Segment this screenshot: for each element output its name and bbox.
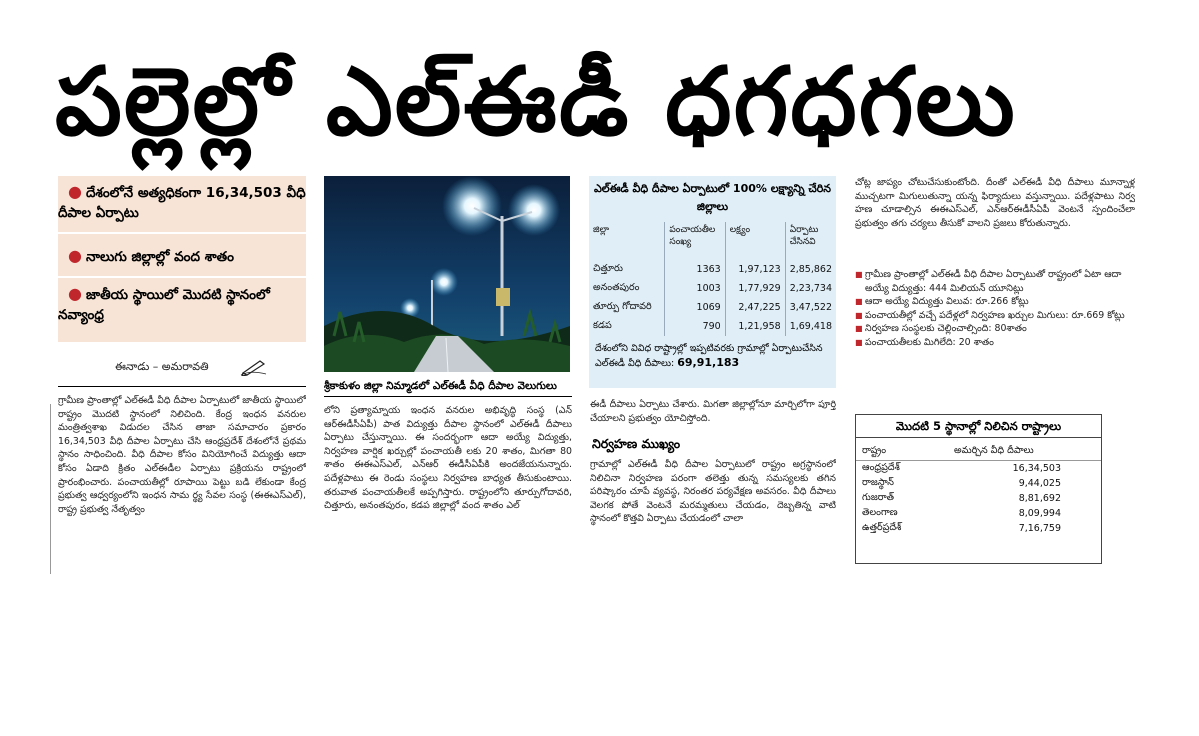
list-item: ■ పంచాయతీలకు మిగిలేది: 20 శాతం xyxy=(855,336,1135,350)
district-table xyxy=(589,222,836,336)
table-cell: కడప xyxy=(593,320,612,331)
table-note xyxy=(595,342,829,371)
table-row xyxy=(856,506,1101,521)
table-row xyxy=(856,491,1101,506)
table-cell: 1363 xyxy=(665,260,725,279)
article-column-2: లోని ప్రత్యామ్నాయ ఇంధన వనరుల అభివృద్ధి సంస్థ (ఎన్ ఆర్‌ఈడీసీఏపీ) పాత విద్యుత్తు దీపాల స్థానంలో ఎల్‌ఈడీ దీపాలు ఏర్పాటు చేస్తున్నాయి. ఈ సందర్భంగా ఆదా అయ్యే విద్యుత్తు, నిర్వహణ వార్షిక ఖర్చుల్లో పంచాయతీ లకు 20 శాతం, మిగతా 80 శాతం ఈఈఎస్‌ఎల్, ఎన్‌ఆర్ ఈడీసీఏపీకి అందజేయనున్నారు. పదేళ్లపాటు ఈ రెండు సంస్థలు నిర్వహణ బాధ్యత తీసుకుంటాయి. తరువాత పంచాయతీలకే అప్పగిస్తారు. రాష్ట్రంలోని తూర్పుగోదావరి, చిత్తూరు, అనంతపురం, కడప జిల్లాల్లో వంద శాతం ఎల్ xyxy=(324,405,572,512)
table-note-value: 69,91,183 xyxy=(677,356,740,369)
table-row xyxy=(856,476,1101,491)
highlight-text: జాతీయ స్థాయిలో మొదటి స్థానంలో నవ్యాంధ్ర xyxy=(58,287,270,323)
page-headline: పల్లెల్లో ఎల్‌ఈడీ ధగధగలు xyxy=(55,48,1017,157)
divider xyxy=(58,232,306,234)
table-row xyxy=(589,260,836,279)
table-header: అమర్చిన వీధి దీపాలు xyxy=(948,443,1101,461)
state-table xyxy=(856,443,1101,536)
street-light-photo xyxy=(324,176,570,372)
table-cell: 2,47,225 xyxy=(725,298,785,317)
pen-icon xyxy=(240,358,268,376)
table-cell: 1,21,958 xyxy=(725,317,785,336)
table-cell: 790 xyxy=(665,317,725,336)
table-cell: తూర్పు గోదావరి xyxy=(593,301,652,312)
photo-caption: శ్రీకాకుళం జిల్లా నిమ్మాడలో ఎల్‌ఈడీ వీధి దీపాల వెలుగులు xyxy=(324,380,557,392)
article-column-3-top: ఈడీ దీపాలు ఏర్పాటు చేశారు. మిగతా జిల్లాల్లోనూ మార్చిలోగా పూర్తి చేయాలని ప్రభుత్వం యోచిస్తోంది. xyxy=(590,399,836,424)
table-cell: గుజరాత్ xyxy=(862,492,895,503)
list-item: ■ గ్రామీణ ప్రాంతాల్లో ఎల్‌ఈడీ వీధి దీపాల ఏర్పాటుతో రాష్ట్రంలో ఏటా ఆదా అయ్యే విద్యుత్తు: 444 మిలియన్ యూనిట్లు xyxy=(855,268,1135,295)
table-cell: చిత్తూరు xyxy=(593,263,623,274)
table-cell: 1,69,418 xyxy=(785,317,836,336)
table-row xyxy=(856,521,1101,536)
table-row xyxy=(589,279,836,298)
table-note-text: దేశంలోని వివిధ రాష్ట్రాల్లో ఇప్పటివరకు గ్రామాల్లో ఏర్పాటుచేసిన ఎల్‌ఈడీ వీధి దీపాలు: xyxy=(595,343,823,369)
article-column-4: చోట్ల జాప్యం చోటుచేసుకుంటోంది. దీంతో ఎల్‌ఈడీ వీధి దీపాలు మూన్నాళ్ల ముచ్చటగా మిగులుతున్నా యన్న ఫిర్యాదులు వస్తున్నాయి. పదేళ్లపాటు నిర్వ హణ చూడాల్సిన ఈఈఎస్‌ఎల్, ఎన్‌ఆర్‌ఈడీసీఏపీ వెంటనే స్పందించేలా ప్రభుత్వం తగు చర్యలు తీసుకో వాలని ప్రజలు కోరుతున్నారు. xyxy=(855,177,1135,229)
table-row xyxy=(589,317,836,336)
district-table-title: ఎల్‌ఈడీ వీధి దీపాల ఏర్పాటులో 100% లక్ష్యాన్ని చేరిన జిల్లాలు xyxy=(593,182,832,213)
table-cell: రాజస్థాన్ xyxy=(862,477,894,488)
table-cell: 7,16,759 xyxy=(1018,523,1061,534)
byline: ఈనాడు – అమరావతి xyxy=(115,360,209,373)
table-cell: 1,97,123 xyxy=(725,260,785,279)
state-ranking-box xyxy=(855,414,1102,564)
highlights-box xyxy=(58,176,306,342)
table-cell: 16,34,503 xyxy=(1012,463,1061,474)
table-cell: 8,81,692 xyxy=(1018,493,1061,504)
table-cell: 1,77,929 xyxy=(725,279,785,298)
bullet-icon: ● xyxy=(68,284,82,303)
table-header: పంచాయతీల సంఖ్య xyxy=(665,222,725,260)
list-item: ■ పంచాయతీల్లో వచ్చే పదేళ్లలో నిర్వహణ ఖర్చుల మిగులు: రూ.669 కోట్లు xyxy=(855,309,1135,323)
table-cell: 2,23,734 xyxy=(785,279,836,298)
highlight-text: దేశంలోనే అత్యధికంగా 16,34,503 వీధి దీపాల ఏర్పాటు xyxy=(58,185,306,221)
table-header: రాష్ట్రం xyxy=(856,443,948,461)
divider xyxy=(58,276,306,278)
district-table-box xyxy=(589,176,836,388)
highlight-text: నాలుగు జిల్లాల్లో వంద శాతం xyxy=(85,249,235,265)
highlight-item-3 xyxy=(58,284,306,325)
bullet-icon: ● xyxy=(68,182,82,201)
state-table-title: మొదటి 5 స్థానాల్లో నిలిచిన రాష్ట్రాలు xyxy=(856,415,1101,438)
table-header: జిల్లా xyxy=(593,225,610,235)
divider xyxy=(324,396,572,397)
column-rule xyxy=(50,404,51,574)
facts-list xyxy=(855,268,1135,350)
table-cell: అనంతపురం xyxy=(593,282,640,293)
table-row xyxy=(856,461,1101,477)
list-item: ■ నిర్వహణ సంస్థలకు చెల్లించాల్సింది: 80శాతం xyxy=(855,322,1135,336)
article-column-1: గ్రామీణ ప్రాంతాల్లో ఎల్‌ఈడీ వీధి దీపాల ఏర్పాటులో జాతీయ స్థాయిలో రాష్ట్రం మొదటి స్థానంలో నిలిచింది. కేంద్ర ఇంధన వనరుల మంత్రిత్వశాఖ విడుదల చేసిన తాజా సమాచారం ప్రకారం 16,34,503 వీధి దీపాల ఏర్పాటు చేసి ఆంధ్రప్రదేశ్ దేశంలోనే ప్రథమ స్థానం సాధించింది. వీధి దీపాల కోసం వినియోగించే విద్యుత్తు ఆదా కోసం ఏడాది క్రితం ఎల్‌ఈడీల ఏర్పాటు ప్రక్రియను రాష్ట్రంలో ప్రారంభించారు. పంచాయతీల్లో రూపాయి పెట్టు బడి లేకుండా కేంద్ర ప్రభుత్వ ఆధ్వర్యంలోని ఇంధన సామ ర్థ్య సేవల సంస్థ (ఈఈఎస్‌ఎల్), రాష్ట్ర ప్రభుత్వ నేతృత్వం xyxy=(58,395,306,515)
table-cell: ఉత్తర్‌ప్రదేశ్ xyxy=(862,522,902,533)
divider xyxy=(58,386,306,387)
table-row xyxy=(589,298,836,317)
list-item: ■ ఆదా అయ్యే విద్యుత్తు విలువ: రూ.266 కోట్లు xyxy=(855,295,1135,309)
article-column-3-bottom: గ్రామాల్లో ఎల్‌ఈడీ వీధి దీపాల ఏర్పాటులో రాష్ట్రం అగ్రస్థానంలో నిలిచినా నిర్వహణ పరంగా తలెత్తు తున్న సమస్యలకు తగిన పరిష్కారం చూపే వ్యవస్థ, నిరంతర పర్యవేక్షణ అవసరం. వీధి దీపాలు వెలగక పోతే వెంటనే మరమ్మతులు చేయడం, దెబ్బతిన్న వాటి స్థానంలో కొత్తవి ఏర్పాటు చేయడంలో చాలా xyxy=(590,459,836,525)
table-header: ఏర్పాటు చేసినవి xyxy=(785,222,836,260)
table-cell: 3,47,522 xyxy=(785,298,836,317)
table-cell: 8,09,994 xyxy=(1018,508,1061,519)
table-header: లక్ష్యం xyxy=(725,222,785,260)
table-cell: తెలంగాణ xyxy=(862,507,898,518)
bullet-icon: ● xyxy=(68,246,82,265)
table-cell: 9,44,025 xyxy=(1018,478,1061,489)
table-cell: 1069 xyxy=(665,298,725,317)
highlight-item-2 xyxy=(58,246,306,267)
table-cell: 2,85,862 xyxy=(785,260,836,279)
table-cell: ఆంధ్రప్రదేశ్ xyxy=(862,462,900,473)
highlight-item-1 xyxy=(58,182,306,223)
table-cell: 1003 xyxy=(665,279,725,298)
subheading: నిర్వహణ ముఖ్యం xyxy=(592,436,681,451)
